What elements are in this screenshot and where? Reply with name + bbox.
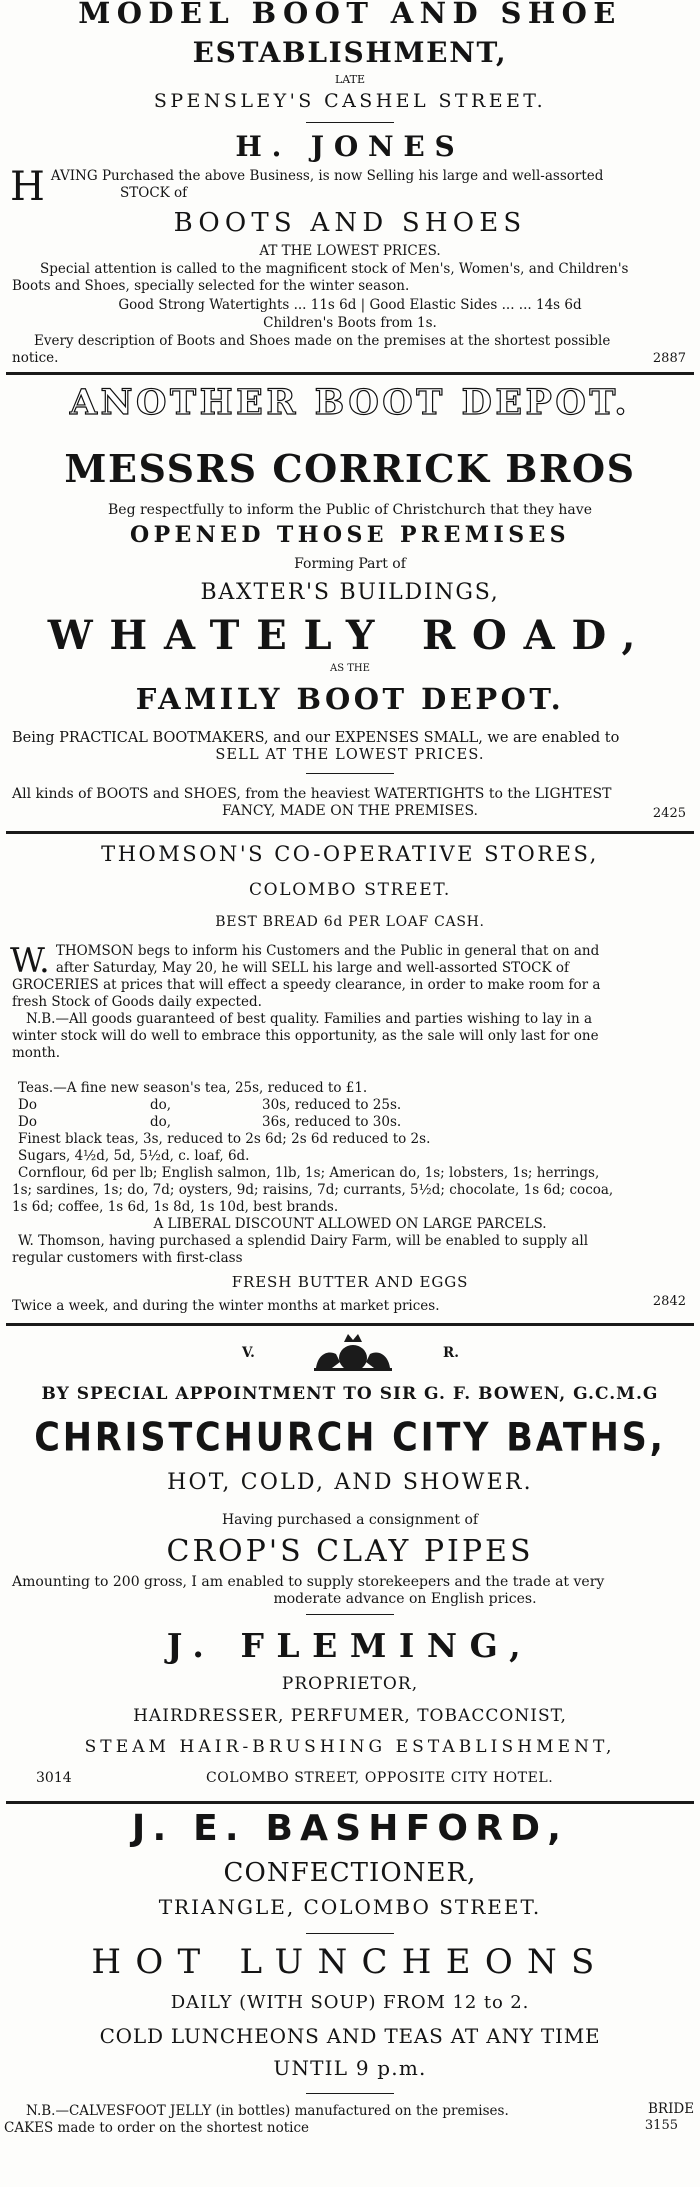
ad3-black: Finest black teas, 3s, reduced to 2s 6d; 2s 6d reduced to 2s. — [18, 1131, 431, 1147]
ad3-corn — [0, 1165, 700, 1267]
ad3-tea-row-1-b: 30s, reduced to 25s. — [262, 1097, 402, 1113]
ad4-address: COLOMBO STREET, OPPOSITE CITY HOTEL. — [206, 1770, 554, 1786]
ad3-title: THOMSON'S CO-OPERATIVE STORES, — [101, 842, 599, 866]
ad3-nb-2: winter stock will do well to embrace this opportunity, as the sale will only last for one — [12, 1028, 599, 1044]
ad3-discount: A LIBERAL DISCOUNT ALLOWED ON LARGE PARCELS. — [153, 1216, 547, 1232]
ad4-baths: CHRISTCHURCH CITY BATHS, — [34, 1415, 666, 1461]
ad3-body-2: after Saturday, May 20, he will SELL his large and well-assorted STOCK of — [55, 960, 570, 976]
ad1-special — [0, 261, 700, 295]
ad2-kinds-b: FANCY, MADE ON THE PREMISES. — [221, 803, 479, 819]
ad2-family: FAMILY BOOT DEPOT. — [135, 682, 565, 716]
ad3-nb-3: month. — [12, 1045, 61, 1061]
ad5-until: UNTIL 9 p.m. — [273, 2056, 427, 2080]
ad2-number: 2425 — [652, 806, 686, 821]
ad1-special-a: Special attention is called to the magnificent stock of Men's, Women's, and Children's — [40, 261, 629, 277]
ad2-practical-a: Being PRACTICAL BOOTMAKERS, and our EXPENSES SMALL, we are enabled to — [12, 730, 620, 746]
ad3-tea-row-1-a: do, — [150, 1097, 172, 1113]
ad1-number: 2887 — [652, 351, 686, 366]
ad3-corn-3: 1s 6d; coffee, 1s 6d, 1s 8d, 1s 10d, best brands. — [12, 1199, 339, 1215]
ad2-as-the: AS THE — [330, 663, 370, 674]
divider — [6, 372, 694, 375]
ad3-intro — [0, 943, 700, 1062]
ad4-steam: STEAM HAIR-BRUSHING ESTABLISHMENT, — [84, 1737, 616, 1757]
ad3-tea-row-2-b: 36s, reduced to 30s. — [262, 1114, 402, 1130]
ad5-nb-a: N.B.—CALVESFOOT JELLY (in bottles) manufactured on the premises. — [26, 2103, 509, 2119]
ad2-beg: Beg respectfully to inform the Public of Christchurch that they have — [108, 502, 592, 518]
ad1-intro-a: AVING Purchased the above Business, is now Selling his large and well-assorted — [50, 168, 604, 184]
ad5-number: 3155 — [644, 2118, 678, 2133]
ad1-intro — [0, 164, 700, 210]
ad5-lunch: HOT LUNCHEONS — [91, 1942, 609, 1982]
ad1-prices: AT THE LOWEST PRICES. — [259, 243, 441, 259]
ad5-daily: DAILY (WITH SOUP) FROM 12 to 2. — [170, 1992, 530, 2013]
ad2-title: ANOTHER BOOT DEPOT. — [69, 382, 631, 423]
ad3-dairy-1: W. Thomson, having purchased a splendid Dairy Farm, will be enabled to supply all — [18, 1233, 589, 1249]
ad2-divider — [306, 773, 394, 774]
royal-crest-icon — [308, 1328, 398, 1374]
ad3-nb-1: N.B.—All goods guaranteed of best quality. Families and parties wishing to lay in a — [26, 1011, 593, 1027]
ad4-r: R. — [443, 1345, 459, 1361]
ad4-proprietor: PROPRIETOR, — [281, 1674, 419, 1694]
ad4-v: V. — [242, 1345, 255, 1361]
ad1-every-a: Every description of Boots and Shoes made on the premises at the shortest possible — [34, 333, 611, 349]
ad3-corn-2: 1s; sardines, 1s; do, 7d; oysters, 9d; raisins, 7d; currants, 5½d; chocolate, 1s 6d; cocoa, — [12, 1182, 614, 1198]
ad1-childrens: Children's Boots from 1s. — [263, 315, 437, 331]
divider — [6, 831, 694, 834]
ad3-street: COLOMBO STREET. — [248, 880, 452, 900]
ad3-butter: FRESH BUTTER AND EGGS — [231, 1273, 469, 1291]
ad4-divider — [306, 1614, 394, 1615]
ad3-tea-row-2-a: do, — [150, 1114, 172, 1130]
ad1-goods: BOOTS AND SHOES — [173, 208, 527, 238]
ad2-firm: MESSRS CORRICK BROS — [64, 446, 636, 491]
ad1-every — [0, 333, 700, 367]
ad3-twice: Twice a week, and during the winter months at market prices. — [12, 1298, 440, 1314]
ad5-address: TRIANGLE, COLOMBO STREET. — [158, 1895, 542, 1919]
ad5-bride: BRIDE — [648, 2101, 695, 2117]
ad2-buildings: BAXTER'S BUILDINGS, — [200, 580, 500, 605]
ad3-body-3: GROCERIES at prices that will effect a speedy clearance, in order to make room for a — [12, 977, 601, 993]
ad3-bread: BEST BREAD 6d PER LOAF CASH. — [215, 914, 485, 930]
ad3-dairy-2: regular customers with first-class — [12, 1250, 243, 1266]
divider — [6, 1801, 694, 1804]
ad3-tea-row-0: Teas.—A fine new season's tea, 25s, reduced to £1. — [18, 1080, 368, 1096]
ad5-cold: COLD LUNCHEONS AND TEAS AT ANY TIME — [99, 2024, 601, 2048]
ad4-number: 3014 — [36, 1770, 72, 1786]
ad1-dropcap: H — [10, 164, 45, 210]
ad4-name: J. FLEMING, — [166, 1626, 534, 1665]
ad2-road: WHATELY ROAD, — [47, 612, 653, 659]
ad4-appointment: BY SPECIAL APPOINTMENT TO SIR G. F. BOWEN, G.C.M.G — [41, 1384, 659, 1404]
ad3-corn-1: Cornflour, 6d per lb; English salmon, 1lb, 1s; American do, 1s; lobsters, 1s; herrings, — [18, 1165, 600, 1181]
ad4-amount — [0, 1574, 700, 1607]
ad3-number: 2842 — [652, 1294, 686, 1309]
ad4-amount-b: moderate advance on English prices. — [273, 1591, 537, 1607]
ad3-sugars: Sugars, 4½d, 5d, 5½d, c. loaf, 6d. — [18, 1148, 250, 1164]
ad3-tea-row-1-label: Do — [18, 1097, 37, 1113]
ad2-opened: OPENED THOSE PREMISES — [130, 522, 570, 548]
divider — [6, 1323, 694, 1326]
ad5-nb-b: CAKES made to order on the shortest notice — [4, 2120, 310, 2136]
ad4-having: Having purchased a consignment of — [221, 1512, 479, 1528]
ad1-title-1: MODEL BOOT AND SHOE — [78, 0, 622, 30]
ad5-divider-2 — [306, 2093, 394, 2094]
ad2-kinds — [0, 786, 700, 819]
ad2-practical-b: SELL AT THE LOWEST PRICES. — [215, 747, 485, 763]
ad2-practical — [0, 730, 700, 763]
ad3-body-4: fresh Stock of Goods daily expected. — [12, 994, 262, 1010]
ad4-trades: HAIRDRESSER, PERFUMER, TOBACCONIST, — [133, 1706, 567, 1726]
ad1-former: SPENSLEY'S CASHEL STREET. — [153, 90, 547, 112]
ad4-amount-a: Amounting to 200 gross, I am enabled to supply storekeepers and the trade at very — [12, 1574, 605, 1590]
ad3-dropcap: W. — [10, 941, 50, 981]
ad1-watertights: Good Strong Watertights ... 11s 6d | Good Elastic Sides ... ... 14s 6d — [118, 297, 582, 313]
ad3-tea-row-2-label: Do — [18, 1114, 37, 1130]
ad1-intro-b: STOCK of — [120, 185, 188, 201]
ad1-divider-1 — [306, 122, 394, 123]
ad3-body-1: THOMSON begs to inform his Customers and the Public in general that on and — [55, 943, 600, 959]
ad2-forming: Forming Part of — [294, 556, 406, 572]
ad5-divider — [306, 1933, 394, 1934]
ad5-name: J. E. BASHFORD, — [131, 1808, 569, 1849]
ad1-special-b: Boots and Shoes, specially selected for the winter season. — [12, 278, 410, 294]
ad4-kinds: HOT, COLD, AND SHOWER. — [167, 1470, 533, 1495]
ad1-every-b: notice. — [12, 350, 59, 366]
ad1-proprietor: H. JONES — [235, 130, 465, 163]
ad1-late: LATE — [334, 73, 365, 86]
ad4-pipes: CROP'S CLAY PIPES — [166, 1534, 534, 1569]
ad1-title-2: ESTABLISHMENT, — [192, 36, 508, 69]
ad2-kinds-a: All kinds of BOOTS and SHOES, from the heaviest WATERTIGHTS to the LIGHTEST — [12, 786, 612, 802]
ad5-trade: CONFECTIONER, — [223, 1858, 477, 1888]
